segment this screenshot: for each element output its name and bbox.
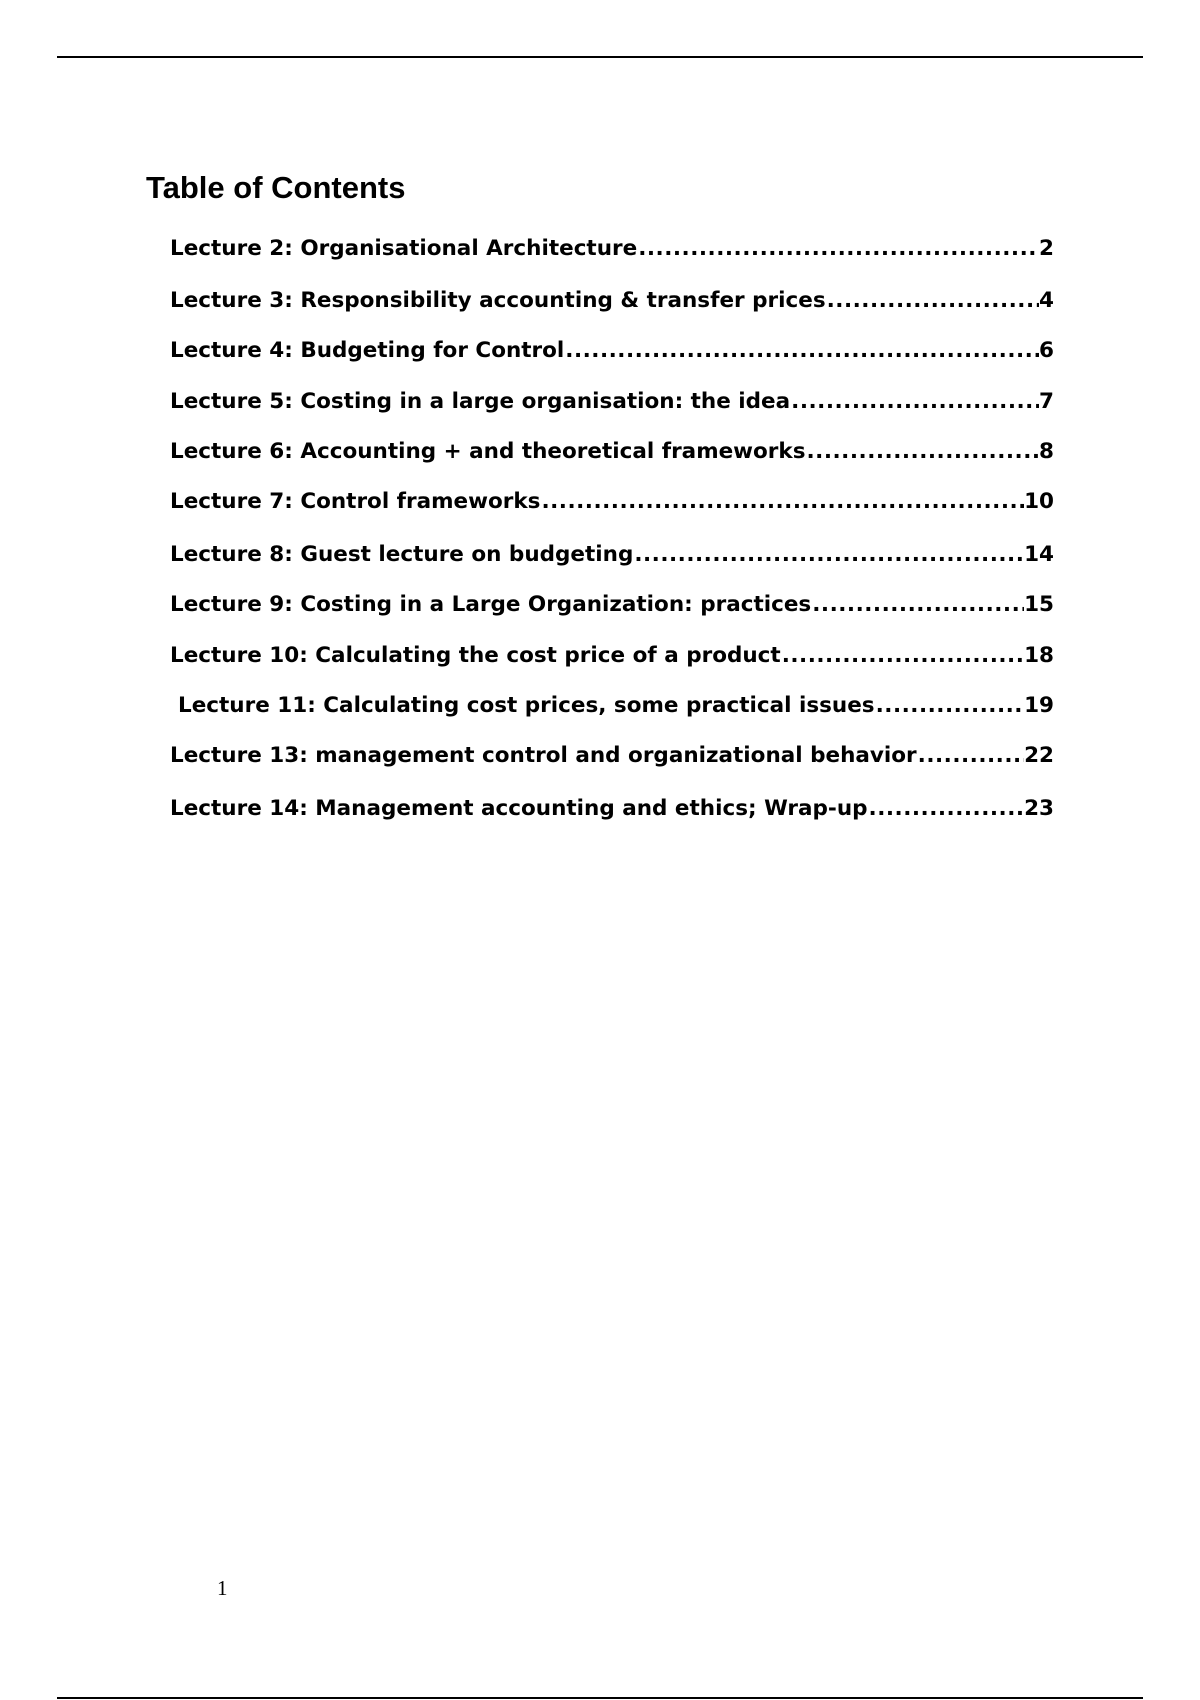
- toc-entry-page: 7: [1039, 389, 1054, 414]
- toc-entry-lecture-3[interactable]: [170, 285, 1054, 317]
- toc-entry-text: Lecture 10: Calculating the cost price of a product: [170, 643, 781, 668]
- toc-entry-page: 2: [1039, 236, 1054, 261]
- toc-title: Table of Contents: [146, 170, 406, 205]
- toc-entry-text: Lecture 3: Responsibility accounting & transfer prices: [170, 288, 826, 313]
- toc-entry-page: 15: [1024, 592, 1054, 617]
- toc-dot-leader: [540, 486, 1024, 518]
- toc-entry-lecture-5[interactable]: [170, 386, 1054, 418]
- toc-entry-page: 23: [1024, 796, 1054, 821]
- toc-entry-lecture-14[interactable]: [170, 793, 1054, 825]
- footer-rule: [57, 1697, 1143, 1699]
- header-rule: [57, 56, 1143, 58]
- toc-dot-leader: [826, 285, 1039, 317]
- toc-entry-text: Lecture 2: Organisational Architecture: [170, 236, 638, 261]
- toc-entry-page: 14: [1024, 542, 1054, 567]
- toc-entry-lecture-4[interactable]: [170, 335, 1054, 367]
- toc-dot-leader: [564, 335, 1039, 367]
- toc-entry-text: Lecture 8: Guest lecture on budgeting: [170, 542, 634, 567]
- toc-entry-text: Lecture 6: Accounting + and theoretical frameworks: [170, 439, 806, 464]
- toc-entry-page: 18: [1024, 643, 1054, 668]
- toc-entry-text: Lecture 13: management control and organizational behavior: [170, 743, 917, 768]
- toc-dot-leader: [790, 386, 1039, 418]
- toc-dot-leader: [633, 539, 1024, 571]
- toc-entry-lecture-9[interactable]: [170, 589, 1054, 621]
- toc-entry-page: 6: [1039, 338, 1054, 363]
- toc-entry-page: 4: [1039, 288, 1054, 313]
- toc-entry-text: Lecture 14: Management accounting and ethics; Wrap-up: [170, 796, 868, 821]
- toc-dot-leader: [781, 640, 1024, 672]
- toc-dot-leader: [875, 690, 1024, 722]
- page-number: 1: [217, 1576, 228, 1600]
- toc-entry-lecture-6[interactable]: [170, 436, 1054, 468]
- toc-entry-lecture-7[interactable]: [170, 486, 1054, 518]
- toc-entry-page: 8: [1039, 439, 1054, 464]
- toc-dot-leader: [811, 589, 1024, 621]
- toc-entry-lecture-2[interactable]: [170, 233, 1054, 265]
- toc-entry-lecture-10[interactable]: [170, 640, 1054, 672]
- toc-dot-leader: [868, 793, 1025, 825]
- toc-entry-text: Lecture 9: Costing in a Large Organization: practices: [170, 592, 812, 617]
- toc-entry-page: 22: [1024, 743, 1054, 768]
- toc-entry-text: Lecture 11: Calculating cost prices, some practical issues: [178, 693, 875, 718]
- toc-entry-lecture-11[interactable]: [178, 690, 1054, 722]
- toc-entry-lecture-8[interactable]: [170, 539, 1054, 571]
- toc-dot-leader: [806, 436, 1040, 468]
- toc-dot-leader: [917, 740, 1024, 772]
- toc-dot-leader: [637, 233, 1039, 265]
- toc-entry-lecture-13[interactable]: [170, 740, 1054, 772]
- toc-entry-text: Lecture 5: Costing in a large organisation: the idea: [170, 389, 791, 414]
- toc-entry-page: 19: [1024, 693, 1054, 718]
- toc-entry-text: Lecture 7: Control frameworks: [170, 489, 541, 514]
- toc-entry-text: Lecture 4: Budgeting for Control: [170, 338, 565, 363]
- toc-entry-page: 10: [1024, 489, 1054, 514]
